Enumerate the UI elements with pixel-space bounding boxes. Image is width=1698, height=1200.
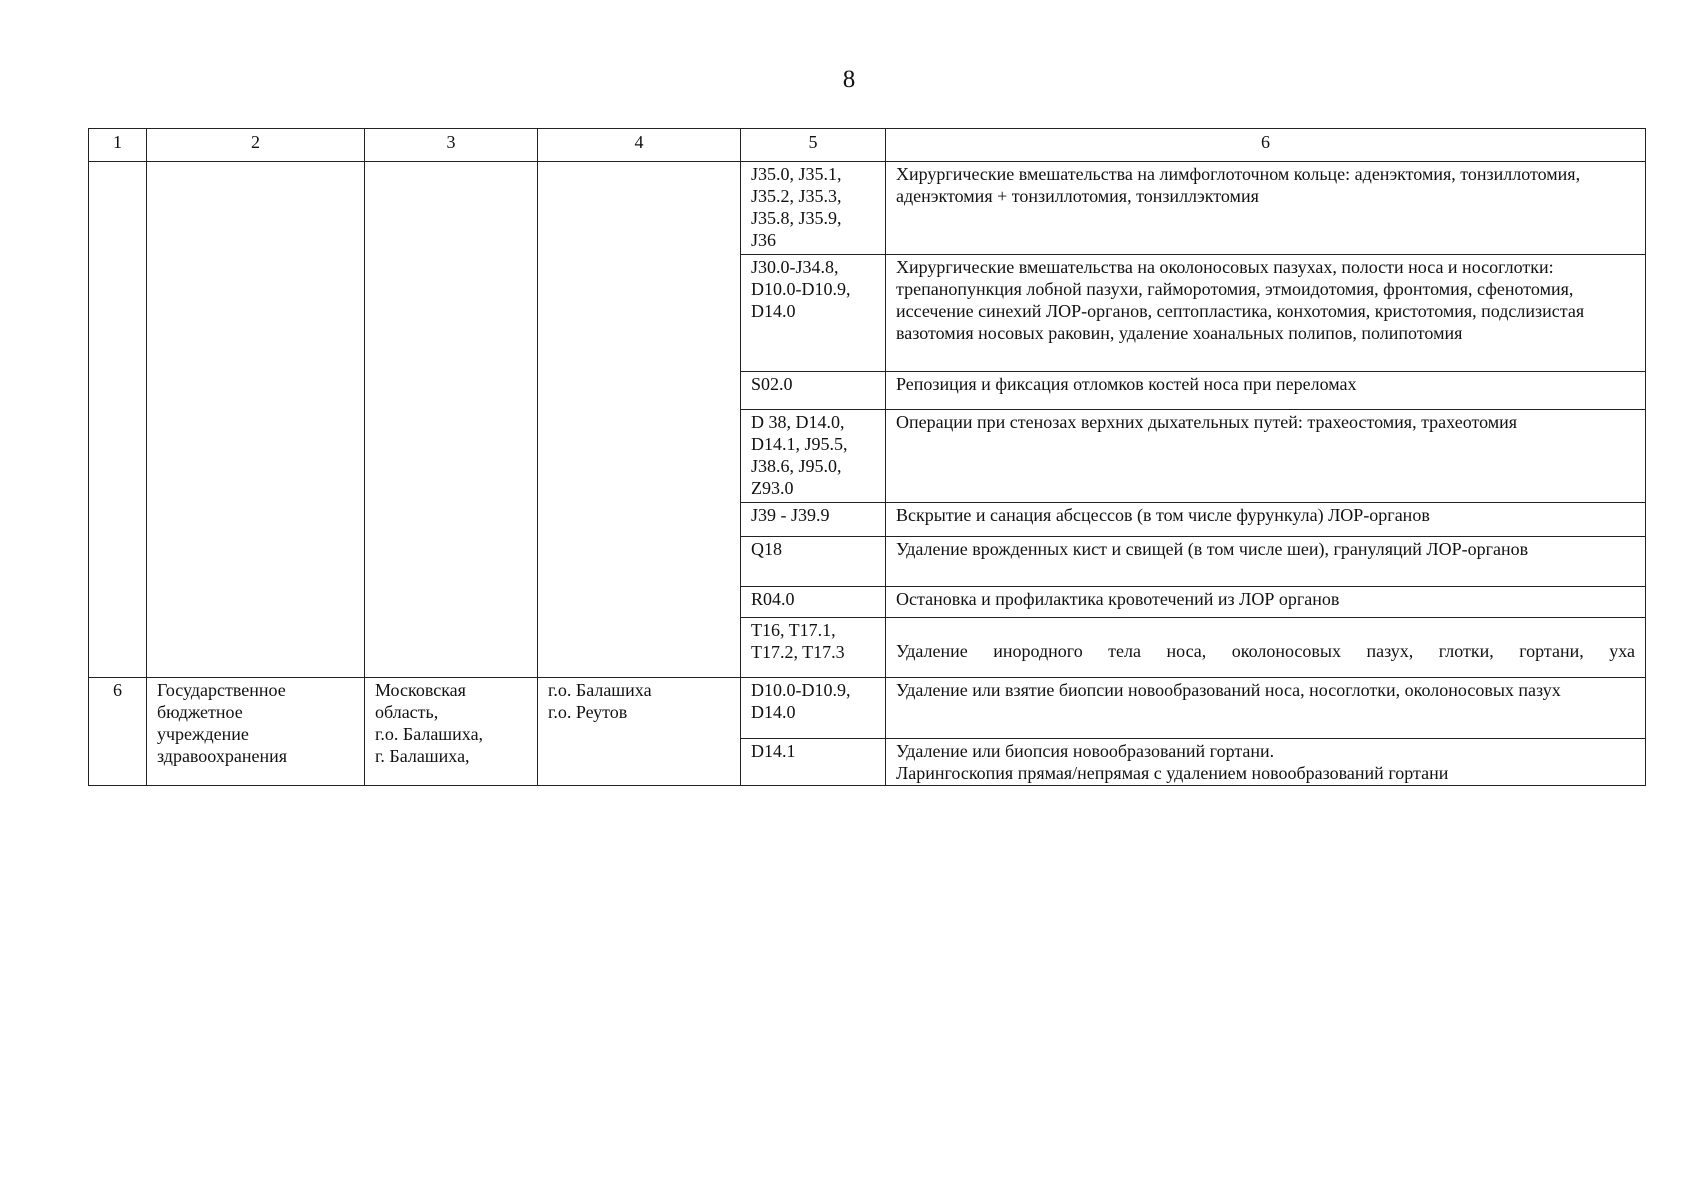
icd-code-line: Z93.0 xyxy=(751,478,794,498)
served-area-line: г.о. Балашиха xyxy=(548,680,652,700)
location-line: г.о. Балашиха, xyxy=(375,724,484,744)
icd-code-line: D14.1, J95.5, xyxy=(751,434,848,454)
column-header-3: 3 xyxy=(365,129,538,162)
entry-number-cell xyxy=(89,162,147,678)
icd-codes-cell xyxy=(741,372,886,410)
procedure-description: Удаление инородного тела носа, околоносовых пазух, глотки, гортани, уха xyxy=(886,618,1646,678)
services-table xyxy=(88,128,1646,786)
icd-code-line: D 38, D14.0, xyxy=(751,412,845,432)
institution-line: здравоохранения xyxy=(157,746,288,766)
procedure-description: Операции при стенозах верхних дыхательных путей: трахеостомия, трахеотомия xyxy=(886,410,1646,503)
procedure-description: Удаление врожденных кист и свищей (в том числе шеи), грануляций ЛОР-органов xyxy=(886,537,1646,587)
icd-code-line: J36 xyxy=(751,230,777,250)
icd-code-line: J35.0, J35.1, xyxy=(751,164,842,184)
procedure-description: Хирургические вмешательства на околоносовых пазухах, полости носа и носоглотки: трепанопункция лобной пазухи, гайморотомия, этмоидотомия, фронтомия, сфенотомия, иссечение синехий ЛОР-органов, септопластика, конхотомия, кристотомия, подслизистая вазотомия носовых раковин, удаление хоанальных полипов, полипотомия xyxy=(886,255,1646,372)
icd-code-line: D14.1 xyxy=(751,741,796,761)
served-area-line: г.о. Реутов xyxy=(548,702,628,722)
location-cell xyxy=(365,162,538,678)
icd-codes-cell xyxy=(741,678,886,739)
table-row xyxy=(89,678,1646,739)
icd-code-line: S02.0 xyxy=(751,374,793,394)
icd-code-line: D14.0 xyxy=(751,702,796,722)
icd-code-line: J30.0-J34.8, xyxy=(751,257,839,277)
icd-codes-cell xyxy=(741,537,886,587)
icd-code-line: D14.0 xyxy=(751,301,796,321)
icd-code-line: R04.0 xyxy=(751,589,795,609)
procedure-description: Вскрытие и санация абсцессов (в том числе фурункула) ЛОР-органов xyxy=(886,503,1646,537)
icd-codes-cell xyxy=(741,410,886,503)
icd-codes-cell xyxy=(741,503,886,537)
icd-code-line: Q18 xyxy=(751,539,782,559)
icd-codes-cell xyxy=(741,739,886,786)
institution-line: бюджетное xyxy=(157,702,243,722)
icd-codes-cell xyxy=(741,587,886,618)
table-row xyxy=(89,162,1646,255)
icd-code-line: T16, T17.1, xyxy=(751,620,836,640)
column-number-row xyxy=(89,129,1646,162)
entry-number-cell: 6 xyxy=(89,678,147,786)
icd-code-line: J39 - J39.9 xyxy=(751,505,830,525)
location-line: Московская xyxy=(375,680,466,700)
icd-code-line: T17.2, T17.3 xyxy=(751,642,845,662)
location-line: область, xyxy=(375,702,439,722)
column-header-2: 2 xyxy=(147,129,365,162)
icd-codes-cell xyxy=(741,618,886,678)
column-header-5: 5 xyxy=(741,129,886,162)
icd-code-line: J35.2, J35.3, xyxy=(751,186,842,206)
column-header-6: 6 xyxy=(886,129,1646,162)
served-areas-cell xyxy=(538,678,741,786)
location-cell xyxy=(365,678,538,786)
procedure-description: Удаление или взятие биопсии новообразований носа, носоглотки, околоносовых пазух xyxy=(886,678,1646,739)
procedure-description: Хирургические вмешательства на лимфоглоточном кольце: аденэктомия, тонзиллотомия, аденэктомия + тонзиллотомия, тонзиллэктомия xyxy=(886,162,1646,255)
icd-code-line: J35.8, J35.9, xyxy=(751,208,842,228)
icd-code-line: J38.6, J95.0, xyxy=(751,456,842,476)
icd-code-line: D10.0-D10.9, xyxy=(751,279,851,299)
icd-code-line: D10.0-D10.9, xyxy=(751,680,851,700)
column-header-1: 1 xyxy=(89,129,147,162)
procedure-description xyxy=(886,739,1646,786)
institution-cell xyxy=(147,678,365,786)
page-number: 8 xyxy=(842,66,856,93)
column-header-4: 4 xyxy=(538,129,741,162)
institution-line: учреждение xyxy=(157,724,249,744)
location-line: г. Балашиха, xyxy=(375,746,470,766)
institution-line: Государственное xyxy=(157,680,286,700)
institution-cell xyxy=(147,162,365,678)
procedure-description-line: Ларингоскопия прямая/непрямая с удалением новообразований гортани xyxy=(896,763,1449,783)
procedure-description-line: Удаление или биопсия новообразований гортани. xyxy=(896,741,1275,761)
procedure-description: Репозиция и фиксация отломков костей носа при переломах xyxy=(886,372,1646,410)
procedure-description: Остановка и профилактика кровотечений из ЛОР органов xyxy=(886,587,1646,618)
icd-codes-cell xyxy=(741,255,886,372)
served-areas-cell xyxy=(538,162,741,678)
icd-codes-cell xyxy=(741,162,886,255)
